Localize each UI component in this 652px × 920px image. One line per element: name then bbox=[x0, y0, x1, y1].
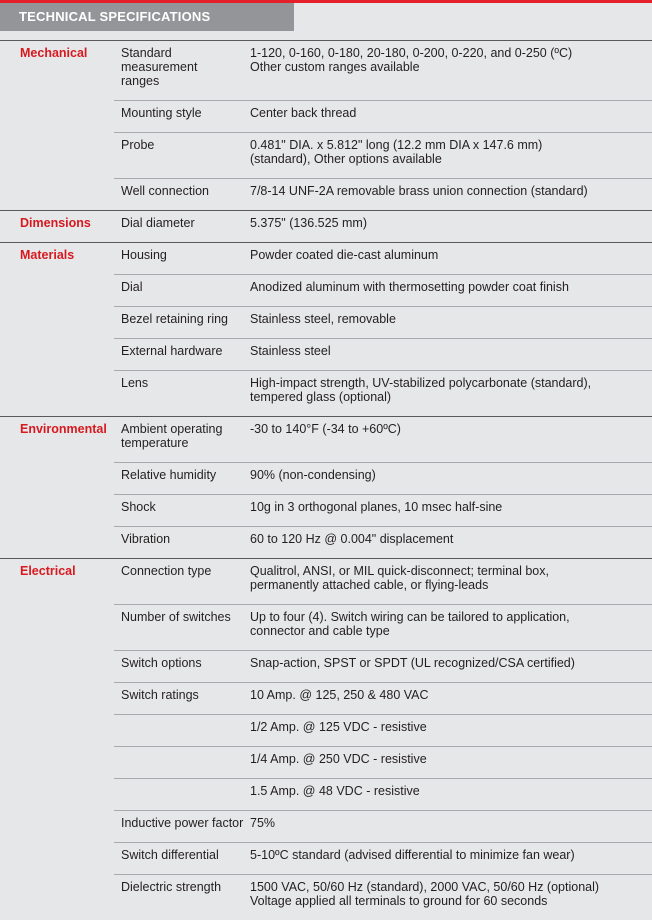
spec-label bbox=[114, 280, 250, 294]
spec-label-line: Dial diameter bbox=[121, 216, 195, 230]
spec-row bbox=[114, 810, 652, 842]
spec-label bbox=[114, 720, 250, 734]
spec-label bbox=[114, 468, 250, 482]
spec-row bbox=[114, 526, 652, 558]
spec-row bbox=[114, 100, 652, 132]
spec-value-line: 90% (non-condensing) bbox=[250, 468, 376, 482]
spec-label-line: Probe bbox=[121, 138, 155, 152]
spec-label-line: Inductive power factor bbox=[121, 816, 244, 830]
section-label: Environmental bbox=[20, 422, 107, 436]
spec-label bbox=[114, 344, 250, 358]
spec-row bbox=[114, 604, 652, 650]
spec-section-materials bbox=[0, 242, 652, 416]
spec-value-line: Up to four (4). Switch wiring can be tailored to application, bbox=[250, 610, 570, 624]
section-label: Dimensions bbox=[20, 216, 91, 230]
spec-row bbox=[114, 778, 652, 810]
spec-label-line: Shock bbox=[121, 500, 156, 514]
spec-value bbox=[250, 564, 652, 592]
spec-row bbox=[114, 178, 652, 210]
section-label: Electrical bbox=[20, 564, 76, 578]
spec-value-line: Powder coated die-cast aluminum bbox=[250, 248, 439, 262]
spec-value bbox=[250, 106, 652, 120]
spec-table bbox=[0, 40, 652, 920]
spec-row bbox=[114, 650, 652, 682]
spec-label bbox=[114, 312, 250, 326]
spec-value-line: 60 to 120 Hz @ 0.004" displacement bbox=[250, 532, 454, 546]
spec-value bbox=[250, 216, 652, 230]
spec-value-line: Other custom ranges available bbox=[250, 60, 420, 74]
spec-value bbox=[250, 376, 652, 404]
spec-row bbox=[114, 370, 652, 416]
spec-label-line: ranges bbox=[121, 74, 160, 88]
spec-label bbox=[114, 816, 250, 830]
spec-value-line: permanently attached cable, or flying-leads bbox=[250, 578, 489, 592]
spec-row bbox=[114, 210, 652, 242]
spec-label-line: Number of switches bbox=[121, 610, 231, 624]
spec-label-line: Switch differential bbox=[121, 848, 219, 862]
spec-label-line: Relative humidity bbox=[121, 468, 217, 482]
spec-value-line: High-impact strength, UV-stabilized polycarbonate (standard), bbox=[250, 376, 592, 390]
spec-label bbox=[114, 656, 250, 670]
spec-label bbox=[114, 248, 250, 262]
spec-value-line: tempered glass (optional) bbox=[250, 390, 392, 404]
spec-value-line: 1/4 Amp. @ 250 VDC - resistive bbox=[250, 752, 427, 766]
spec-label bbox=[114, 564, 250, 592]
spec-label bbox=[114, 848, 250, 862]
spec-value-line: 1-120, 0-160, 0-180, 20-180, 0-200, 0-220, and 0-250 (ºC) bbox=[250, 46, 573, 60]
spec-label-line: Dial bbox=[121, 280, 143, 294]
spec-section-environmental bbox=[0, 416, 652, 558]
spec-value bbox=[250, 422, 652, 450]
spec-label bbox=[114, 184, 250, 198]
spec-label-line: Connection type bbox=[121, 564, 212, 578]
spec-row bbox=[114, 416, 652, 462]
section-header: TECHNICAL SPECIFICATIONS bbox=[0, 3, 294, 31]
spec-value-line: (standard), Other options available bbox=[250, 152, 442, 166]
spec-value-line: Stainless steel, removable bbox=[250, 312, 396, 326]
spec-value bbox=[250, 610, 652, 638]
spec-label bbox=[114, 752, 250, 766]
spec-row bbox=[114, 746, 652, 778]
spec-section-electrical bbox=[0, 558, 652, 920]
spec-label bbox=[114, 216, 250, 230]
spec-value-line: 10 Amp. @ 125, 250 & 480 VAC bbox=[250, 688, 429, 702]
spec-row bbox=[114, 274, 652, 306]
spec-label bbox=[114, 688, 250, 702]
spec-label bbox=[114, 532, 250, 546]
spec-label-line bbox=[121, 784, 250, 798]
spec-value bbox=[250, 816, 652, 830]
spec-value bbox=[250, 468, 652, 482]
spec-row bbox=[114, 558, 652, 604]
spec-value bbox=[250, 344, 652, 358]
spec-label bbox=[114, 106, 250, 120]
spec-label bbox=[114, 376, 250, 404]
spec-value-line: 1.5 Amp. @ 48 VDC - resistive bbox=[250, 784, 420, 798]
spec-value bbox=[250, 500, 652, 514]
spec-label-line bbox=[121, 720, 250, 734]
spec-label-line: Housing bbox=[121, 248, 167, 262]
spec-value bbox=[250, 138, 652, 166]
spec-value bbox=[250, 880, 652, 908]
spec-label bbox=[114, 138, 250, 166]
section-label: Mechanical bbox=[20, 46, 88, 60]
spec-value bbox=[250, 688, 652, 702]
spec-value-line: Anodized aluminum with thermosetting powder coat finish bbox=[250, 280, 569, 294]
spec-value-line: Qualitrol, ANSI, or MIL quick-disconnect; terminal box, bbox=[250, 564, 549, 578]
spec-label-line: External hardware bbox=[121, 344, 223, 358]
spec-value bbox=[250, 656, 652, 670]
spec-value-line: 1/2 Amp. @ 125 VDC - resistive bbox=[250, 720, 427, 734]
spec-label-line bbox=[121, 752, 250, 766]
spec-row bbox=[114, 842, 652, 874]
spec-label-line: Switch options bbox=[121, 656, 202, 670]
spec-label-line: Bezel retaining ring bbox=[121, 312, 229, 326]
spec-label-line: Dielectric strength bbox=[121, 880, 222, 894]
spec-value bbox=[250, 784, 652, 798]
spec-value bbox=[250, 752, 652, 766]
spec-label-line: temperature bbox=[121, 436, 189, 450]
spec-value-line: 5-10ºC standard (advised differential to minimize fan wear) bbox=[250, 848, 575, 862]
spec-label bbox=[114, 784, 250, 798]
spec-value-line: 7/8-14 UNF-2A removable brass union connection (standard) bbox=[250, 184, 588, 198]
spec-value-line: 0.481" DIA. x 5.812" long (12.2 mm DIA x 147.6 mm) bbox=[250, 138, 543, 152]
spec-value-line: 10g in 3 orthogonal planes, 10 msec half-sine bbox=[250, 500, 503, 514]
spec-value bbox=[250, 532, 652, 546]
spec-value bbox=[250, 184, 652, 198]
spec-label bbox=[114, 610, 250, 638]
spec-section-dimensions bbox=[0, 210, 652, 242]
spec-label-line: Standard measurement bbox=[121, 46, 198, 74]
spec-row bbox=[114, 682, 652, 714]
spec-value-line: Center back thread bbox=[250, 106, 357, 120]
spec-row bbox=[114, 40, 652, 100]
spec-label-line: Well connection bbox=[121, 184, 210, 198]
spec-label bbox=[114, 422, 250, 450]
spec-row bbox=[114, 132, 652, 178]
spec-value-line: Stainless steel bbox=[250, 344, 331, 358]
spec-value bbox=[250, 248, 652, 262]
spec-value-line: 5.375" (136.525 mm) bbox=[250, 216, 367, 230]
spec-row bbox=[114, 242, 652, 274]
spec-label-line: Lens bbox=[121, 376, 149, 390]
spec-value-line: 75% bbox=[250, 816, 276, 830]
spec-row bbox=[114, 874, 652, 920]
spec-row bbox=[114, 338, 652, 370]
section-label: Materials bbox=[20, 248, 75, 262]
spec-section-mechanical bbox=[0, 40, 652, 210]
spec-value bbox=[250, 848, 652, 862]
spec-value-line: Snap-action, SPST or SPDT (UL recognized/CSA certified) bbox=[250, 656, 575, 670]
spec-row bbox=[114, 462, 652, 494]
spec-row bbox=[114, 714, 652, 746]
spec-value-line: -30 to 140°F (-34 to +60ºC) bbox=[250, 422, 401, 436]
spec-value-line: 1500 VAC, 50/60 Hz (standard), 2000 VAC, 50/60 Hz (optional) bbox=[250, 880, 600, 894]
spec-value bbox=[250, 720, 652, 734]
spec-value bbox=[250, 46, 652, 88]
spec-value bbox=[250, 280, 652, 294]
spec-value-line: connector and cable type bbox=[250, 624, 390, 638]
spec-row bbox=[114, 494, 652, 526]
spec-value bbox=[250, 312, 652, 326]
spec-label bbox=[114, 880, 250, 908]
spec-label-line: Ambient operating bbox=[121, 422, 223, 436]
spec-label-line: Vibration bbox=[121, 532, 171, 546]
spec-label bbox=[114, 500, 250, 514]
spec-label-line: Mounting style bbox=[121, 106, 202, 120]
spec-value-line: Voltage applied all terminals to ground for 60 seconds bbox=[250, 894, 548, 908]
spec-label-line: Switch ratings bbox=[121, 688, 199, 702]
spec-label bbox=[114, 46, 250, 88]
spec-row bbox=[114, 306, 652, 338]
